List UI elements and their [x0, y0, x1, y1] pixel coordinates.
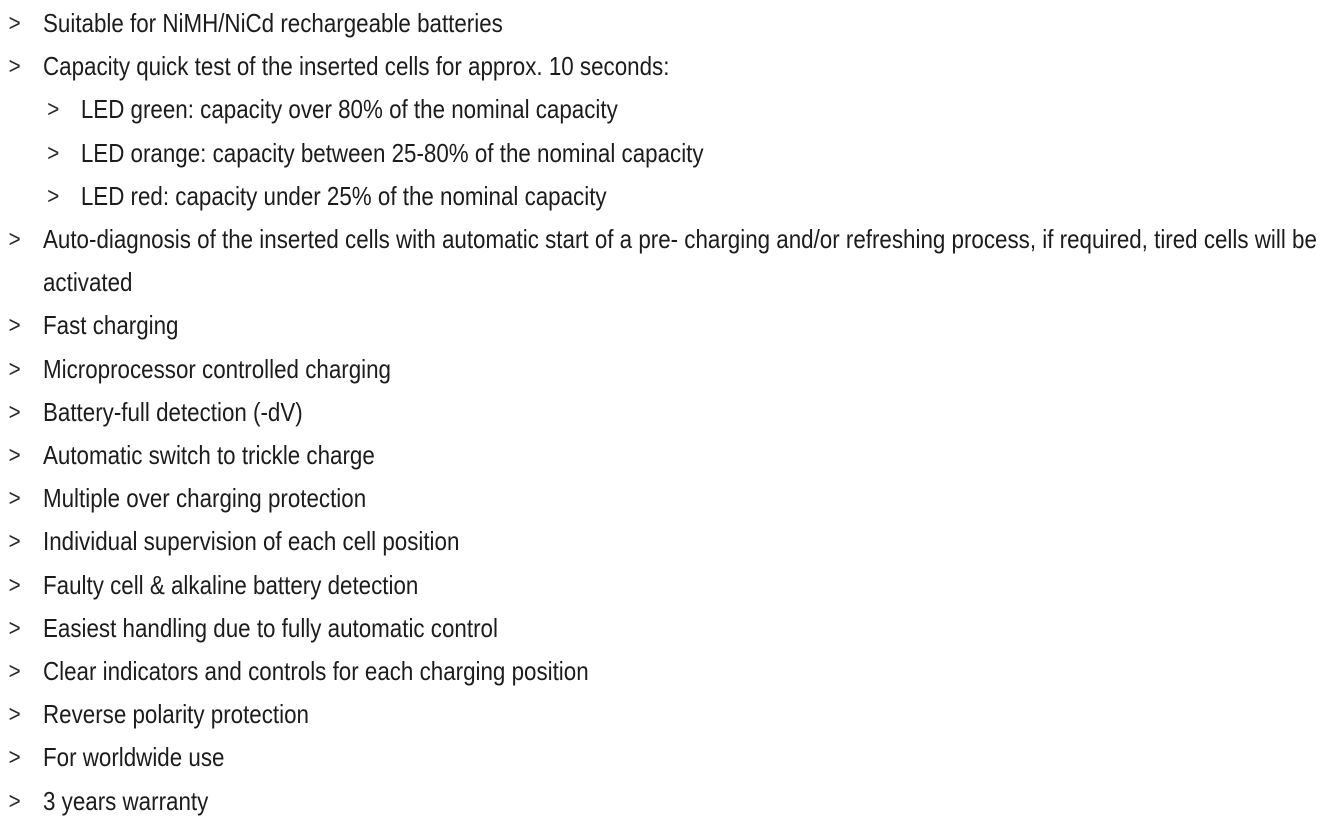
- chevron-right-icon: >: [8, 485, 21, 513]
- chevron-right-icon: >: [8, 701, 21, 729]
- chevron-right-icon: >: [8, 744, 21, 772]
- chevron-right-icon: >: [8, 571, 21, 599]
- item-text: Capacity quick test of the inserted cells for approx. 10 seconds:: [43, 51, 670, 82]
- list-item: [0, 2, 1148, 45]
- list-item: [0, 348, 1148, 391]
- item-text: Individual supervision of each cell position: [43, 526, 460, 557]
- list-item: [0, 780, 1148, 823]
- sub-item-text: LED red: capacity under 25% of the nominal capacity: [80, 180, 607, 211]
- list-item: [0, 736, 1148, 779]
- sub-item-text: LED orange: capacity between 25-80% of the nominal capacity: [80, 137, 704, 168]
- chevron-right-icon: >: [47, 96, 60, 124]
- sub-item-text: LED green: capacity over 80% of the nominal capacity: [80, 94, 618, 125]
- sub-list-item: [0, 175, 1148, 218]
- item-text: Auto-diagnosis of the inserted cells with automatic start of a pre- charging and/or refreshing process, if required, tired cells will be activated: [43, 224, 1317, 298]
- sub-list-item: [0, 132, 1148, 175]
- item-text: 3 years warranty: [43, 785, 209, 816]
- list-item: [0, 607, 1148, 650]
- chevron-right-icon: >: [8, 442, 21, 470]
- list-item: [0, 45, 1148, 88]
- chevron-right-icon: >: [8, 787, 21, 815]
- chevron-right-icon: >: [47, 139, 60, 167]
- chevron-right-icon: >: [8, 658, 21, 686]
- item-text: Suitable for NiMH/NiCd rechargeable batteries: [43, 8, 503, 38]
- list-item: [0, 693, 1148, 736]
- item-text: Multiple over charging protection: [43, 483, 367, 514]
- chevron-right-icon: >: [8, 355, 21, 383]
- item-text: Easiest handling due to fully automatic control: [43, 612, 498, 643]
- chevron-right-icon: >: [8, 398, 21, 426]
- chevron-right-icon: >: [8, 53, 21, 81]
- list-item: [0, 391, 1148, 434]
- chevron-right-icon: >: [8, 312, 21, 340]
- chevron-right-icon: >: [8, 528, 21, 556]
- item-text: Microprocessor controlled charging: [43, 353, 391, 384]
- item-text: Automatic switch to trickle charge: [43, 440, 375, 471]
- list-item: [0, 477, 1148, 520]
- item-text: For worldwide use: [43, 742, 225, 773]
- sub-list-item: [0, 88, 1148, 131]
- chevron-right-icon: >: [47, 182, 60, 210]
- list-item: [0, 218, 1335, 304]
- list-item: [0, 434, 1148, 477]
- chevron-right-icon: >: [8, 226, 21, 254]
- list-item: [0, 520, 1148, 563]
- list-item: [0, 304, 1148, 347]
- item-text: Faulty cell & alkaline battery detection: [43, 569, 419, 600]
- chevron-right-icon: >: [8, 614, 21, 642]
- list-item: [0, 564, 1148, 607]
- item-text: Clear indicators and controls for each charging position: [43, 656, 589, 687]
- chevron-right-icon: >: [8, 10, 21, 37]
- feature-list: [0, 2, 1335, 823]
- item-text: Reverse polarity protection: [43, 699, 309, 730]
- list-item: [0, 650, 1148, 693]
- item-text: Fast charging: [43, 310, 179, 341]
- item-text: Battery-full detection (-dV): [43, 396, 303, 427]
